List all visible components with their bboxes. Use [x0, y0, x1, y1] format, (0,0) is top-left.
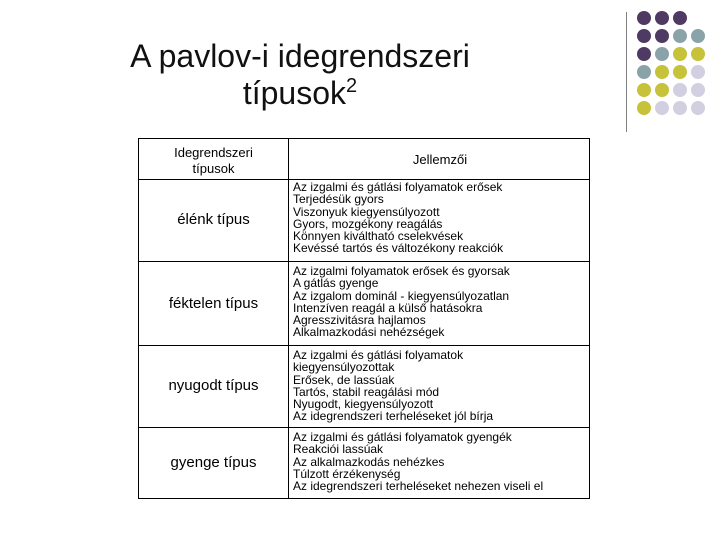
trait-line: Az alkalmazkodás nehézkes [293, 454, 445, 469]
trait-line: Tartós, stabil reagálási mód [293, 384, 440, 399]
decorative-dot [637, 83, 651, 97]
decorative-dot [637, 101, 651, 115]
trait-line: Az izgalmi és gátlási folyamatok gyengék [293, 430, 512, 444]
decorative-dot [691, 101, 705, 115]
trait-line: Könnyen kiváltható cselekvések [293, 229, 464, 244]
header-types-line2: típusok [192, 161, 235, 176]
slide-title [100, 38, 500, 112]
decorative-dot [691, 65, 705, 79]
row-divider [139, 345, 589, 346]
decorative-dot [637, 47, 651, 61]
type-weak: gyenge típus [170, 454, 257, 471]
trait-line: Intenzíven reagál a külső hatásokra [293, 300, 483, 315]
trait-line: Az izgalom dominál - kiegyensúlyozatlan [293, 288, 510, 303]
header-types-line1: Idegrendszeri [174, 145, 253, 160]
decorative-dot [673, 101, 687, 115]
trait-line: Az izgalmi és gátlási folyamatok [293, 348, 464, 362]
header-characteristics: Jellemzői [412, 152, 468, 167]
trait-line: Nyugodt, kiegyensúlyozott [293, 397, 434, 412]
decorative-dot [655, 29, 669, 43]
trait-line: Erősek, de lassúak [293, 372, 395, 387]
trait-line: Az izgalmi és gátlási folyamatok erősek [293, 180, 503, 194]
slide-title-line2 [100, 75, 500, 112]
decorative-dot [637, 65, 651, 79]
slide-title-line1: A pavlov-i idegrendszeri [130, 38, 470, 74]
traits-unrestrained [293, 265, 589, 339]
trait-line: Az izgalmi folyamatok erősek és gyorsak [293, 264, 510, 278]
header-types [139, 145, 288, 177]
type-calm: nyugodt típus [168, 377, 259, 394]
trait-line: Reakciói lassúak [293, 442, 384, 457]
type-unrestrained: féktelen típus [168, 295, 259, 312]
decorative-dot [673, 83, 687, 97]
slide-title-word: típusok [242, 75, 347, 111]
traits-calm [293, 349, 589, 423]
column-divider [288, 139, 289, 498]
decorative-dot [655, 11, 669, 25]
decorative-dot [655, 83, 669, 97]
traits-lively [293, 181, 589, 255]
decorative-dot [673, 65, 687, 79]
decorative-dot [673, 11, 687, 25]
trait-line: kiegyensúlyozottak [293, 360, 395, 375]
trait-line: Agresszivitásra hajlamos [293, 313, 426, 328]
decorative-dot [673, 47, 687, 61]
row-divider [139, 427, 589, 428]
decorative-dot [691, 29, 705, 43]
trait-line: Viszonyuk kiegyensúlyozott [293, 204, 440, 219]
row-divider [139, 261, 589, 262]
title-superscript: 2 [346, 75, 358, 97]
trait-line: Kevéssé tartós és változékony reakciók [293, 241, 504, 256]
trait-line: A gátlás gyenge [293, 276, 379, 291]
decorative-dot [637, 11, 651, 25]
trait-line: Túlzott érzékenység [293, 466, 401, 481]
traits-weak [293, 431, 589, 492]
trait-line: Gyors, mozgékony reagálás [293, 216, 443, 231]
decorative-dot [691, 83, 705, 97]
trait-line: Alkalmazkodási nehézségek [293, 325, 445, 340]
decorative-dot [637, 29, 651, 43]
trait-line: Az idegrendszeri terheléseket nehezen viseli el [293, 479, 544, 494]
trait-line: Terjedésük gyors [293, 192, 384, 207]
decorative-dot [655, 65, 669, 79]
decorative-divider [626, 12, 627, 132]
decorative-dot [691, 47, 705, 61]
nervous-system-types-table [138, 138, 590, 499]
trait-line: Az idegrendszeri terheléseket jól bírja [293, 409, 494, 424]
decorative-dot [673, 29, 687, 43]
decorative-dot [655, 47, 669, 61]
decorative-dot [655, 101, 669, 115]
type-lively: élénk típus [177, 211, 250, 228]
